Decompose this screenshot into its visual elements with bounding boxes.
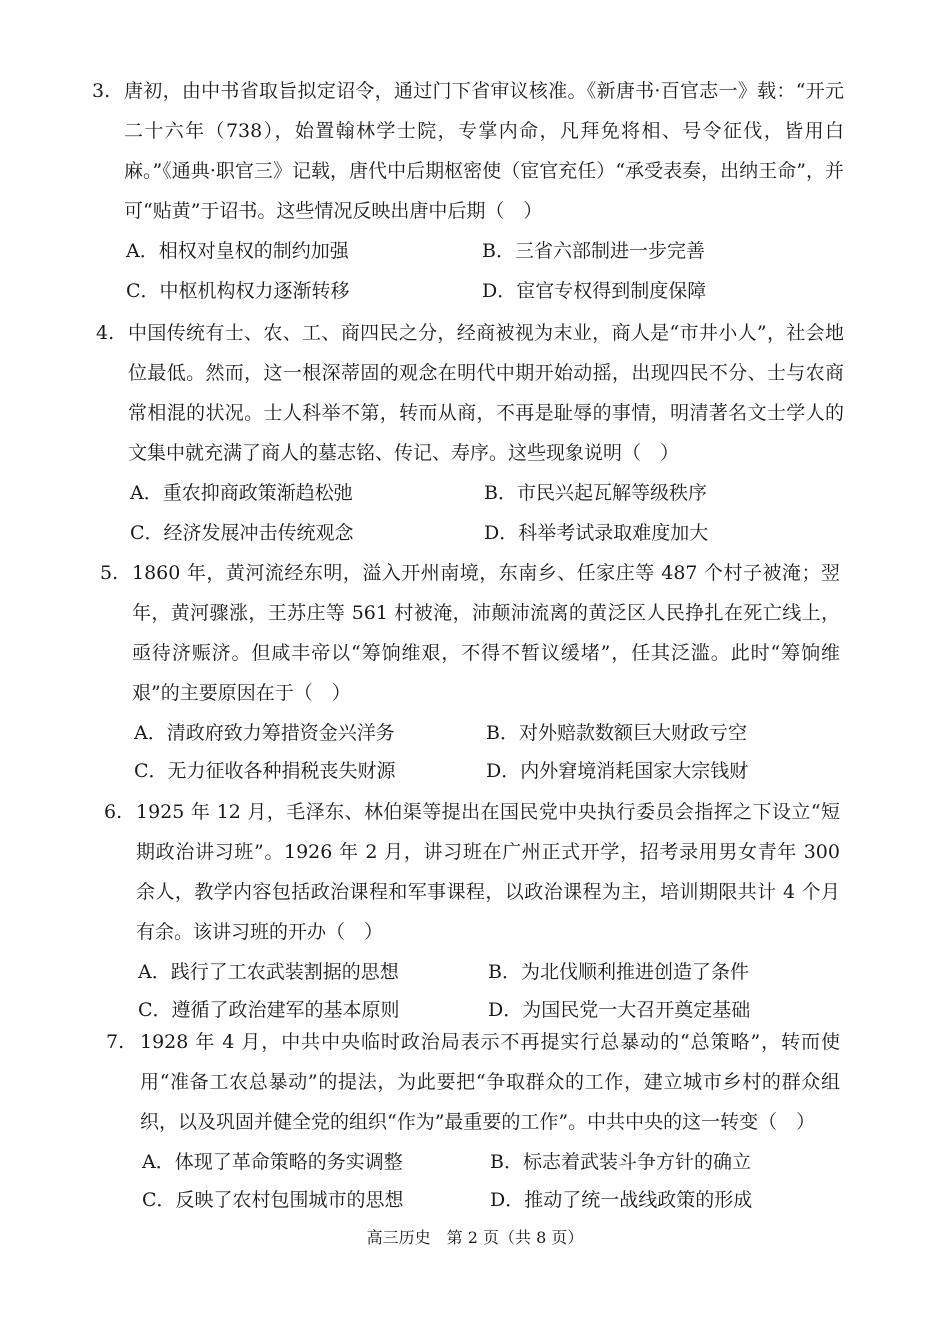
option-c xyxy=(142,1180,404,1220)
option-text: 标志着武装斗争方针的确立 xyxy=(522,1151,751,1173)
question-number: 3. xyxy=(92,80,111,102)
option-label: D． xyxy=(488,999,523,1021)
option-b xyxy=(482,231,705,271)
options xyxy=(0,1142,950,1222)
option-label: B． xyxy=(488,961,521,983)
option-text: 科举考试录取难度加大 xyxy=(518,522,709,544)
option-a xyxy=(134,713,395,753)
option-text: 中枢机构权力逐渐转移 xyxy=(159,280,350,302)
option-text: 三省六部制进一步完善 xyxy=(514,240,705,262)
question-5 xyxy=(0,553,950,793)
option-text: 对外赔款数额巨大财政亏空 xyxy=(518,722,747,744)
option-text: 为北伐顺利推进创造了条件 xyxy=(520,961,749,983)
option-text: 遵循了政治建军的基本原则 xyxy=(171,999,400,1021)
option-label: C． xyxy=(138,999,172,1021)
option-text: 重农抑商政策渐趋松弛 xyxy=(162,482,353,504)
option-b xyxy=(486,713,747,753)
option-a xyxy=(126,231,349,271)
option-a xyxy=(138,952,399,992)
option-label: A． xyxy=(126,240,159,262)
option-text: 无力征收各种捐税丧失财源 xyxy=(167,760,396,782)
question-7 xyxy=(0,1022,950,1222)
option-b xyxy=(490,1142,751,1182)
option-a xyxy=(142,1142,403,1182)
option-label: A． xyxy=(130,482,163,504)
option-c xyxy=(126,271,350,311)
option-label: D． xyxy=(490,1189,525,1211)
option-label: C． xyxy=(130,522,164,544)
option-label: A． xyxy=(134,722,167,744)
option-text: 经济发展冲击传统观念 xyxy=(163,522,354,544)
option-text: 宦官专权得到制度保障 xyxy=(516,280,707,302)
option-label: C． xyxy=(142,1189,176,1211)
question-4 xyxy=(0,313,950,553)
option-label: B． xyxy=(486,722,519,744)
option-text: 践行了工农武装割据的思想 xyxy=(170,961,399,983)
question-stem xyxy=(100,553,840,713)
option-label: D． xyxy=(486,760,521,782)
option-label: B． xyxy=(490,1151,523,1173)
options xyxy=(0,231,950,311)
option-a xyxy=(130,473,353,513)
options xyxy=(0,473,950,553)
option-text: 内外窘境消耗国家大宗钱财 xyxy=(520,760,749,782)
question-stem xyxy=(92,71,844,231)
question-text: 1925 年 12 月，毛泽东、林伯渠等提出在国民党中央执行委员会指挥之下设立“短期政治讲习班”。1926 年 2 月，讲习班在广州正式开学，招考录用男女青年 300 余人，教学内容包括政治课程和军事课程，以政治课程为主，培训期限共计 4 个月有余。该讲习班的开办（ ） xyxy=(136,801,840,943)
option-text: 为国民党一大召开奠定基础 xyxy=(522,999,751,1021)
option-d xyxy=(484,513,708,553)
question-6 xyxy=(0,792,950,1032)
option-text: 清政府致力筹措资金兴洋务 xyxy=(166,722,395,744)
question-text: 唐初，由中书省取旨拟定诏令，通过门下省审议核准。《新唐书·百官志一》载：“开元二十六年（738），始置翰林学士院，专掌内命，凡拜免将相、号令征伐，皆用白麻。”《通典·职官三》记载，唐代中后期枢密使（宦官充任）“承受表奏，出纳王命”，并可“贴黄”于诏书。这些情况反映出唐中后期（ ） xyxy=(124,80,844,222)
options xyxy=(0,952,950,1032)
question-stem xyxy=(104,792,840,952)
option-label: C． xyxy=(134,760,168,782)
option-text: 体现了革命策略的务实调整 xyxy=(174,1151,403,1173)
option-b xyxy=(484,473,707,513)
page-footer: 高三历史 第 2 页（共 8 页） xyxy=(366,1228,584,1247)
option-label: B． xyxy=(484,482,517,504)
question-stem xyxy=(96,313,844,473)
question-text: 1928 年 4 月，中共中央临时政治局表示不再提实行总暴动的“总策略”，转而使用“准备工农总暴动”的提法，为此要把“争取群众的工作，建立城市乡村的群众组织，以及巩固并健全党的组织“作为”最重要的工作”。中共中央的这一转变（ ） xyxy=(140,1031,840,1133)
option-text: 推动了统一战线政策的形成 xyxy=(524,1189,753,1211)
option-d xyxy=(486,751,748,791)
question-text: 中国传统有士、农、工、商四民之分，经商被视为末业，商人是“市井小人”，社会地位最低。然而，这一根深蒂固的观念在明代中期开始动摇，出现四民不分、士与农商常相混的状况。士人科举不第，转而从商，不再是耻辱的事情，明清著名文士学人的文集中就充满了商人的墓志铭、传记、寿序。这些现象说明（ ） xyxy=(128,322,844,464)
option-d xyxy=(490,1180,752,1220)
option-label: A． xyxy=(142,1151,175,1173)
option-label: A． xyxy=(138,961,171,983)
option-label: C． xyxy=(126,280,160,302)
option-text: 反映了农村包围城市的思想 xyxy=(175,1189,404,1211)
option-c xyxy=(134,751,396,791)
question-number: 6. xyxy=(104,801,123,823)
options xyxy=(0,713,950,793)
option-c xyxy=(130,513,354,553)
option-label: D． xyxy=(484,522,519,544)
option-text: 相权对皇权的制约加强 xyxy=(158,240,349,262)
question-number: 4. xyxy=(96,322,115,344)
question-3 xyxy=(0,71,950,311)
option-b xyxy=(488,952,749,992)
question-stem xyxy=(106,1022,840,1142)
option-text: 市民兴起瓦解等级秩序 xyxy=(516,482,707,504)
option-label: B． xyxy=(482,240,515,262)
question-text: 1860 年，黄河流经东明，溢入开州南境，东南乡、任家庄等 487 个村子被淹；翌年，黄河骤涨，王苏庄等 561 村被淹，沛颠沛流离的黄泛区人民挣扎在死亡线上，亟待济赈济。但咸丰帝以“筹饷维艰，不得不暂议缓堵”，任其泛滥。此时“筹饷维艰”的主要原因在于（ ） xyxy=(132,562,840,704)
question-number: 7. xyxy=(106,1031,125,1053)
question-number: 5. xyxy=(100,562,119,584)
option-label: D． xyxy=(482,280,517,302)
option-d xyxy=(482,271,706,311)
